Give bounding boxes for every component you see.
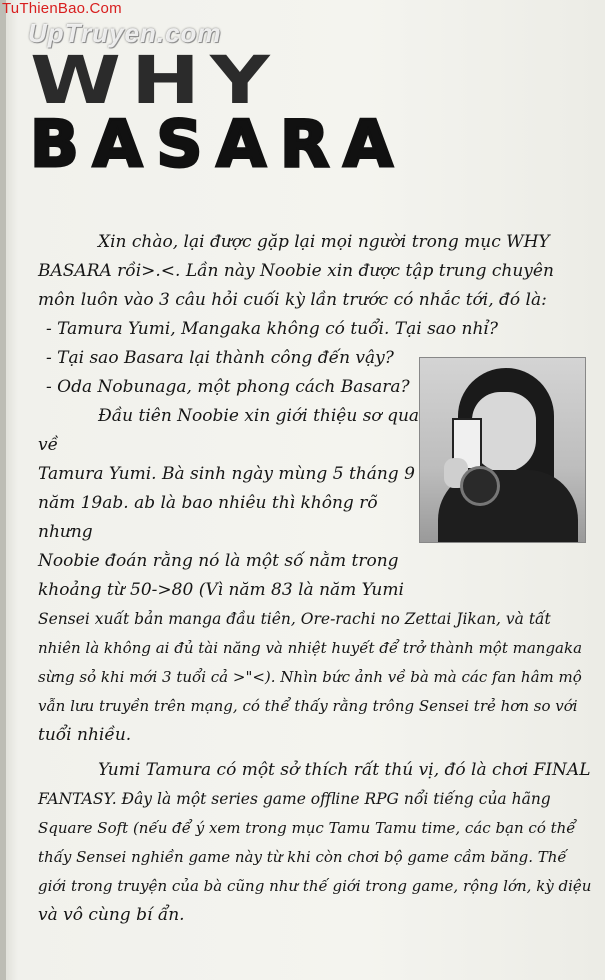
title-basara: BASARA — [30, 108, 407, 182]
paragraph-line: giới trong truyện của bà cũng như thế giới trong game, rộng lớn, kỳ diệu — [38, 877, 592, 895]
question-item: - Tamura Yumi, Mangaka không có tuổi. Tại sao nhỉ? — [46, 319, 499, 339]
author-photo — [419, 357, 586, 543]
photo-disc — [460, 466, 500, 506]
paragraph-line: FANTASY. Đây là một series game offline RPG nổi tiếng của hãng — [38, 790, 551, 808]
paragraph-line: Đầu tiên Noobie xin giới thiệu sơ qua về — [38, 406, 420, 455]
paragraph-line: Sensei xuất bản manga đầu tiên, Ore-rachi no Zettai Jikan, và tất — [38, 610, 551, 628]
site-watermark: TuThienBao.Com — [2, 0, 122, 17]
paragraph-line: vẫn lưu truyền trên mạng, có thể thấy rằng trông Sensei trẻ hơn so với — [38, 697, 578, 715]
paragraph-line: và vô cùng bí ẩn. — [38, 905, 185, 925]
overlay-watermark: UpTruyen.com — [28, 18, 222, 48]
paragraph-line: tuổi nhiều. — [38, 725, 132, 745]
paragraph-line: sừng sỏ khi mới 3 tuổi cả >"<). Nhìn bức ảnh về bà mà các fan hâm mộ — [38, 668, 582, 686]
paragraph-line: nhiên là không ai đủ tài năng và nhiệt huyết để trở thành một mangaka — [38, 639, 583, 657]
paragraph-line: Yumi Tamura có một sở thích rất thú vị, đó là chơi FINAL — [98, 760, 591, 780]
paragraph-line: Tamura Yumi. Bà sinh ngày mùng 5 tháng 9 — [38, 464, 415, 484]
question-item: - Oda Nobunaga, một phong cách Basara? — [46, 377, 410, 397]
paragraph-line: môn luôn vào 3 câu hỏi cuối kỳ lần trước có nhắc tới, đó là: — [38, 290, 547, 310]
paragraph-line: khoảng từ 50->80 (Vì năm 83 là năm Yumi — [38, 580, 404, 600]
paragraph-line: Xin chào, lại được gặp lại mọi người trong mục WHY — [98, 232, 550, 252]
paragraph-line: Noobie đoán rằng nó là một số nằm trong — [38, 551, 399, 571]
title-why: WHY — [30, 42, 280, 119]
paragraph-line: thấy Sensei nghiền game này từ khi còn chơi bộ game cầm băng. Thế — [38, 848, 567, 866]
scan-edge — [0, 0, 6, 980]
paragraph-line: Square Soft (nếu để ý xem trong mục Tamu Tamu time, các bạn có thể — [38, 819, 576, 837]
article-body — [38, 228, 594, 930]
question-item: - Tại sao Basara lại thành công đến vậy? — [46, 348, 394, 368]
paragraph-line: năm 19ab. ab là bao nhiêu thì không rõ nhưng — [38, 493, 378, 542]
paragraph-line: BASARA rồi>.<. Lần này Noobie xin được tập trung chuyên — [38, 261, 554, 281]
